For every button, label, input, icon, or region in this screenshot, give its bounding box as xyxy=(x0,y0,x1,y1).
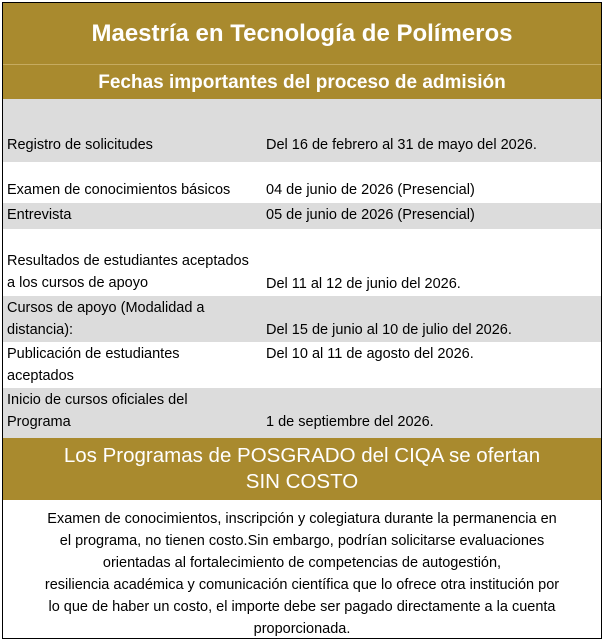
banner-line: Los Programas de POSGRADO del CIQA se ofertan xyxy=(63,444,541,467)
note-line: lo que de haber un costo, el importe debe ser pagado directamente a la cuenta xyxy=(48,599,556,615)
schedule-label: Examen de conocimientos básicos xyxy=(7,182,231,198)
note-line: orientadas al fortalecimiento de competencias de autogestión, xyxy=(102,555,502,571)
schedule-row xyxy=(3,342,601,388)
schedule-label: Cursos de apoyo (Modalidad a distancia): xyxy=(7,300,205,338)
spacer-row xyxy=(3,99,601,118)
note-line: proporcionada. xyxy=(253,621,351,637)
schedule-row xyxy=(3,296,601,342)
schedule-value: 04 de junio de 2026 (Presencial) xyxy=(266,182,475,198)
schedule-label: Registro de solicitudes xyxy=(7,137,153,153)
schedule-label: Inicio de cursos oficiales del Programa xyxy=(7,392,188,430)
schedule-label: Resultados de estudiantes aceptados a los cursos de apoyo xyxy=(7,253,249,291)
page-title: Maestría en Tecnología de Polímeros xyxy=(3,3,601,64)
schedule-value: Del 16 de febrero al 31 de mayo del 2026. xyxy=(266,137,537,153)
schedule-row xyxy=(3,162,601,203)
schedule-row xyxy=(3,118,601,162)
schedule-row xyxy=(3,388,601,438)
schedule-label: Entrevista xyxy=(7,207,72,223)
banner-line: SIN COSTO xyxy=(245,470,359,493)
note-line: Examen de conocimientos, inscripción y colegiatura durante la permanencia en xyxy=(47,511,557,527)
schedule-value: 1 de septiembre del 2026. xyxy=(266,414,434,430)
note-line: resiliencia académica y comunicación científica que lo ofrece otra institución por xyxy=(44,577,560,593)
schedule-value: Del 15 de junio al 10 de julio del 2026. xyxy=(266,322,512,338)
admission-dates-card xyxy=(2,2,602,639)
page-subtitle: Fechas importantes del proceso de admisión xyxy=(3,64,601,100)
schedule-value: Del 10 al 11 de agosto del 2026. xyxy=(266,346,474,362)
cost-note xyxy=(3,500,601,638)
free-programs-banner xyxy=(3,438,601,500)
schedule-row xyxy=(3,203,601,229)
schedule-value: Del 11 al 12 de junio del 2026. xyxy=(266,276,461,292)
note-line: el programa, no tienen costo.Sin embargo, podrían solicitarse evaluaciones xyxy=(59,533,545,549)
schedule-row xyxy=(3,229,601,296)
schedule-label: Publicación de estudiantes aceptados xyxy=(7,346,180,384)
schedule-value: 05 de junio de 2026 (Presencial) xyxy=(266,207,475,223)
